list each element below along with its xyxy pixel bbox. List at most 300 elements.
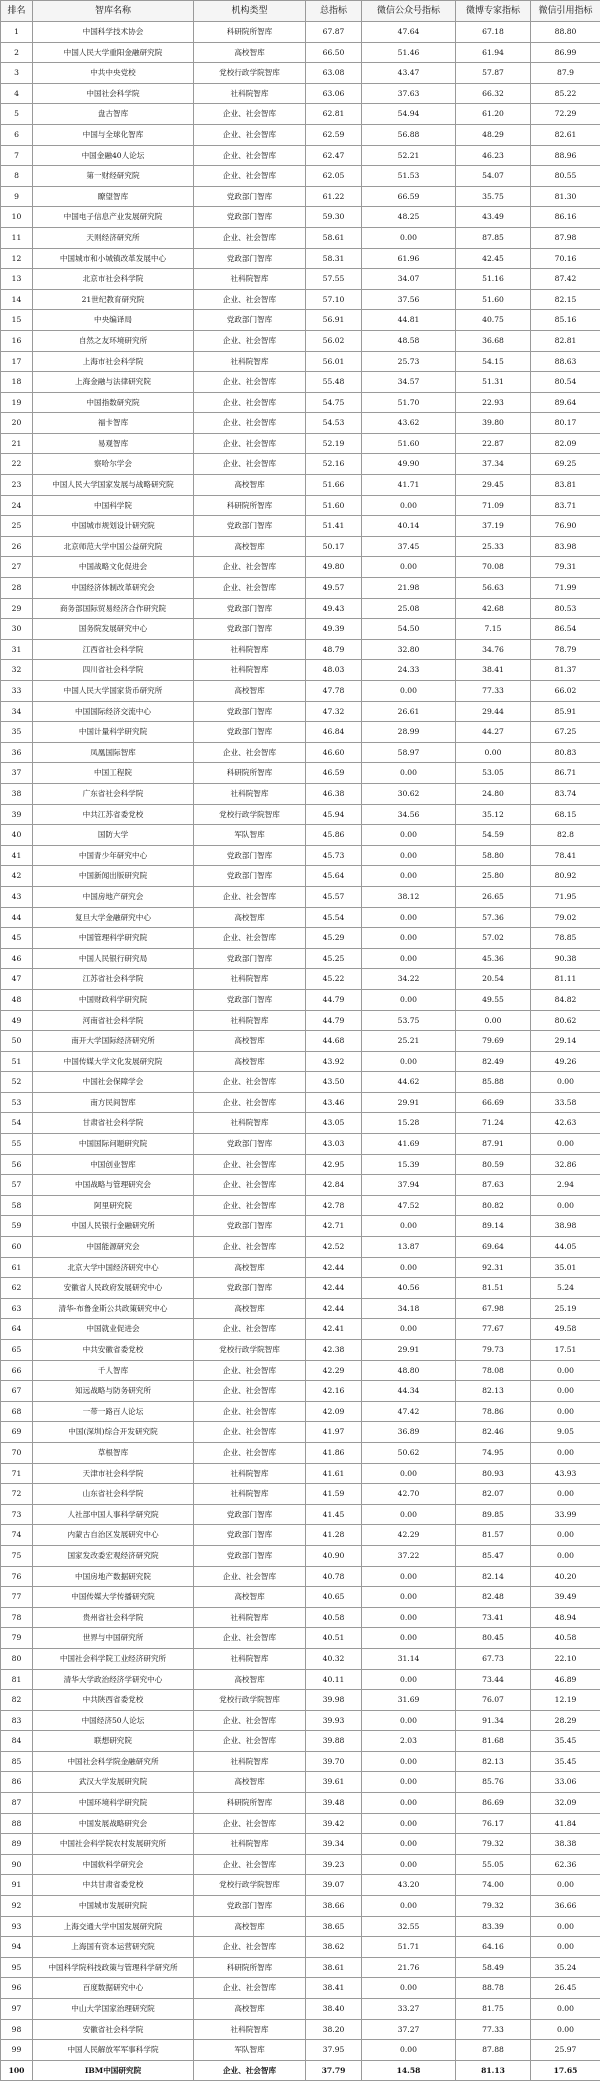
name-cell: 21世纪教育研究院 bbox=[33, 289, 194, 310]
weibo-cell: 39.80 bbox=[456, 413, 531, 434]
type-cell: 党政部门智库 bbox=[194, 1504, 306, 1525]
rank-cell: 79 bbox=[1, 1628, 33, 1649]
citation-cell: 86.71 bbox=[531, 763, 600, 784]
weibo-cell: 81.51 bbox=[456, 1278, 531, 1299]
rank-cell: 68 bbox=[1, 1401, 33, 1422]
type-cell: 党政部门智库 bbox=[194, 516, 306, 537]
table-row bbox=[1, 1916, 600, 1937]
total-cell: 38.61 bbox=[306, 1957, 362, 1978]
table-row bbox=[1, 1134, 600, 1155]
name-cell: 中国指数研究院 bbox=[33, 392, 194, 413]
rank-cell: 25 bbox=[1, 516, 33, 537]
table-row bbox=[1, 1566, 600, 1587]
table-row bbox=[1, 1051, 600, 1072]
total-cell: 39.70 bbox=[306, 1751, 362, 1772]
rank-cell: 57 bbox=[1, 1175, 33, 1196]
citation-cell: 80.92 bbox=[531, 866, 600, 887]
citation-cell: 41.84 bbox=[531, 1813, 600, 1834]
type-cell: 社科院智库 bbox=[194, 969, 306, 990]
citation-cell: 35.45 bbox=[531, 1731, 600, 1752]
type-cell: 企业、社会智库 bbox=[194, 145, 306, 166]
weibo-cell: 0.00 bbox=[456, 742, 531, 763]
weibo-cell: 87.91 bbox=[456, 1134, 531, 1155]
citation-cell: 40.58 bbox=[531, 1628, 600, 1649]
citation-cell: 82.8 bbox=[531, 825, 600, 846]
citation-cell: 86.16 bbox=[531, 207, 600, 228]
total-cell: 57.10 bbox=[306, 289, 362, 310]
name-cell: 中共甘肃省委党校 bbox=[33, 1875, 194, 1896]
wechat-cell: 51.71 bbox=[362, 1937, 456, 1958]
table-row bbox=[1, 1031, 600, 1052]
total-cell: 40.32 bbox=[306, 1648, 362, 1669]
total-cell: 41.61 bbox=[306, 1463, 362, 1484]
type-cell: 社科院智库 bbox=[194, 660, 306, 681]
citation-cell: 0.00 bbox=[531, 1999, 600, 2020]
citation-cell: 87.98 bbox=[531, 227, 600, 248]
weibo-cell: 80.93 bbox=[456, 1463, 531, 1484]
rank-cell: 33 bbox=[1, 681, 33, 702]
table-row bbox=[1, 2019, 600, 2040]
wechat-cell: 0.00 bbox=[362, 1628, 456, 1649]
total-cell: 46.38 bbox=[306, 783, 362, 804]
type-cell: 企业、社会智库 bbox=[194, 1422, 306, 1443]
total-cell: 42.38 bbox=[306, 1340, 362, 1361]
citation-cell: 83.71 bbox=[531, 495, 600, 516]
type-cell: 企业、社会智库 bbox=[194, 392, 306, 413]
rank-cell: 4 bbox=[1, 83, 33, 104]
table-row bbox=[1, 104, 600, 125]
table-row bbox=[1, 1072, 600, 1093]
name-cell: IBM中国研究院 bbox=[33, 2060, 194, 2081]
rank-cell: 7 bbox=[1, 145, 33, 166]
citation-cell: 86.54 bbox=[531, 619, 600, 640]
rank-cell: 50 bbox=[1, 1031, 33, 1052]
weibo-cell: 66.32 bbox=[456, 83, 531, 104]
rank-cell: 24 bbox=[1, 495, 33, 516]
table-row bbox=[1, 413, 600, 434]
header-rank: 排名 bbox=[1, 1, 33, 22]
total-cell: 45.22 bbox=[306, 969, 362, 990]
weibo-cell: 67.18 bbox=[456, 22, 531, 43]
wechat-cell: 0.00 bbox=[362, 1813, 456, 1834]
table-row bbox=[1, 124, 600, 145]
wechat-cell: 15.39 bbox=[362, 1154, 456, 1175]
total-cell: 58.31 bbox=[306, 248, 362, 269]
wechat-cell: 37.27 bbox=[362, 2019, 456, 2040]
total-cell: 49.57 bbox=[306, 578, 362, 599]
weibo-cell: 42.45 bbox=[456, 248, 531, 269]
rank-cell: 35 bbox=[1, 722, 33, 743]
weibo-cell: 82.13 bbox=[456, 1751, 531, 1772]
weibo-cell: 89.14 bbox=[456, 1216, 531, 1237]
table-row bbox=[1, 907, 600, 928]
weibo-cell: 79.32 bbox=[456, 1896, 531, 1917]
rank-cell: 28 bbox=[1, 578, 33, 599]
table-row bbox=[1, 1648, 600, 1669]
table-row bbox=[1, 763, 600, 784]
table-row bbox=[1, 1010, 600, 1031]
total-cell: 39.98 bbox=[306, 1690, 362, 1711]
wechat-cell: 56.88 bbox=[362, 124, 456, 145]
type-cell: 企业、社会智库 bbox=[194, 330, 306, 351]
table-row bbox=[1, 598, 600, 619]
table-row bbox=[1, 392, 600, 413]
type-cell: 企业、社会智库 bbox=[194, 1854, 306, 1875]
rank-cell: 10 bbox=[1, 207, 33, 228]
citation-cell: 87.9 bbox=[531, 63, 600, 84]
table-row bbox=[1, 536, 600, 557]
citation-cell: 87.42 bbox=[531, 269, 600, 290]
total-cell: 49.39 bbox=[306, 619, 362, 640]
citation-cell: 76.90 bbox=[531, 516, 600, 537]
wechat-cell: 0.00 bbox=[362, 1257, 456, 1278]
type-cell: 企业、社会智库 bbox=[194, 166, 306, 187]
rank-cell: 97 bbox=[1, 1999, 33, 2020]
rank-cell: 87 bbox=[1, 1793, 33, 1814]
type-cell: 社科院智库 bbox=[194, 351, 306, 372]
weibo-cell: 74.95 bbox=[456, 1442, 531, 1463]
rank-cell: 22 bbox=[1, 454, 33, 475]
wechat-cell: 61.96 bbox=[362, 248, 456, 269]
citation-cell: 32.09 bbox=[531, 1793, 600, 1814]
name-cell: 江苏省社会科学院 bbox=[33, 969, 194, 990]
weibo-cell: 29.45 bbox=[456, 475, 531, 496]
table-row bbox=[1, 557, 600, 578]
type-cell: 企业、社会智库 bbox=[194, 1237, 306, 1258]
citation-cell: 80.62 bbox=[531, 1010, 600, 1031]
citation-cell: 38.98 bbox=[531, 1216, 600, 1237]
weibo-cell: 82.13 bbox=[456, 1381, 531, 1402]
rank-cell: 2 bbox=[1, 42, 33, 63]
rank-cell: 83 bbox=[1, 1710, 33, 1731]
wechat-cell: 13.87 bbox=[362, 1237, 456, 1258]
table-row bbox=[1, 475, 600, 496]
name-cell: 中国环境科学研究院 bbox=[33, 1793, 194, 1814]
citation-cell: 0.00 bbox=[531, 1442, 600, 1463]
table-row bbox=[1, 166, 600, 187]
citation-cell: 49.26 bbox=[531, 1051, 600, 1072]
table-row bbox=[1, 845, 600, 866]
rank-cell: 53 bbox=[1, 1092, 33, 1113]
rank-cell: 30 bbox=[1, 619, 33, 640]
wechat-cell: 36.89 bbox=[362, 1422, 456, 1443]
wechat-cell: 43.20 bbox=[362, 1875, 456, 1896]
table-row bbox=[1, 42, 600, 63]
header-wechat: 微信公众号指标 bbox=[362, 1, 456, 22]
total-cell: 54.75 bbox=[306, 392, 362, 413]
table-row bbox=[1, 1607, 600, 1628]
table-row bbox=[1, 145, 600, 166]
name-cell: 易观智库 bbox=[33, 433, 194, 454]
rank-cell: 78 bbox=[1, 1607, 33, 1628]
table-row bbox=[1, 351, 600, 372]
name-cell: 中共中央党校 bbox=[33, 63, 194, 84]
weibo-cell: 77.33 bbox=[456, 681, 531, 702]
wechat-cell: 30.62 bbox=[362, 783, 456, 804]
total-cell: 42.71 bbox=[306, 1216, 362, 1237]
table-row bbox=[1, 248, 600, 269]
name-cell: 中国财政科学研究院 bbox=[33, 989, 194, 1010]
wechat-cell: 0.00 bbox=[362, 681, 456, 702]
rank-cell: 89 bbox=[1, 1834, 33, 1855]
weibo-cell: 22.93 bbox=[456, 392, 531, 413]
rank-cell: 95 bbox=[1, 1957, 33, 1978]
wechat-cell: 42.70 bbox=[362, 1484, 456, 1505]
total-cell: 40.65 bbox=[306, 1587, 362, 1608]
total-cell: 44.79 bbox=[306, 989, 362, 1010]
rank-cell: 48 bbox=[1, 989, 33, 1010]
name-cell: 江西省社会科学院 bbox=[33, 639, 194, 660]
table-row bbox=[1, 83, 600, 104]
name-cell: 中国社会科学院农村发展研究所 bbox=[33, 1834, 194, 1855]
name-cell: 复旦大学金融研究中心 bbox=[33, 907, 194, 928]
type-cell: 军队智库 bbox=[194, 2040, 306, 2061]
wechat-cell: 25.73 bbox=[362, 351, 456, 372]
weibo-cell: 67.98 bbox=[456, 1298, 531, 1319]
weibo-cell: 61.20 bbox=[456, 104, 531, 125]
total-cell: 38.65 bbox=[306, 1916, 362, 1937]
table-row bbox=[1, 886, 600, 907]
citation-cell: 22.10 bbox=[531, 1648, 600, 1669]
weibo-cell: 71.09 bbox=[456, 495, 531, 516]
wechat-cell: 48.25 bbox=[362, 207, 456, 228]
name-cell: 中国战略文化促进会 bbox=[33, 557, 194, 578]
type-cell: 党校行政学院智库 bbox=[194, 63, 306, 84]
wechat-cell: 0.00 bbox=[362, 825, 456, 846]
total-cell: 42.41 bbox=[306, 1319, 362, 1340]
rank-cell: 82 bbox=[1, 1690, 33, 1711]
rank-cell: 92 bbox=[1, 1896, 33, 1917]
weibo-cell: 37.19 bbox=[456, 516, 531, 537]
name-cell: 国家发改委宏观经济研究院 bbox=[33, 1545, 194, 1566]
rank-cell: 93 bbox=[1, 1916, 33, 1937]
name-cell: 中国房地产研究会 bbox=[33, 886, 194, 907]
name-cell: 中国传媒大学传播研究院 bbox=[33, 1587, 194, 1608]
name-cell: 中国电子信息产业发展研究院 bbox=[33, 207, 194, 228]
name-cell: 草根智库 bbox=[33, 1442, 194, 1463]
weibo-cell: 73.44 bbox=[456, 1669, 531, 1690]
weibo-cell: 85.47 bbox=[456, 1545, 531, 1566]
name-cell: 中国软科学研究会 bbox=[33, 1854, 194, 1875]
table-row bbox=[1, 722, 600, 743]
name-cell: 四川省社会科学院 bbox=[33, 660, 194, 681]
type-cell: 党政部门智库 bbox=[194, 1134, 306, 1155]
weibo-cell: 79.69 bbox=[456, 1031, 531, 1052]
name-cell: 安徽省社会科学院 bbox=[33, 2019, 194, 2040]
table-row bbox=[1, 639, 600, 660]
weibo-cell: 58.49 bbox=[456, 1957, 531, 1978]
type-cell: 企业、社会智库 bbox=[194, 1628, 306, 1649]
citation-cell: 44.05 bbox=[531, 1237, 600, 1258]
weibo-cell: 88.78 bbox=[456, 1978, 531, 1999]
citation-cell: 82.61 bbox=[531, 124, 600, 145]
citation-cell: 0.00 bbox=[531, 1525, 600, 1546]
total-cell: 40.51 bbox=[306, 1628, 362, 1649]
table-row bbox=[1, 1751, 600, 1772]
table-row bbox=[1, 1793, 600, 1814]
total-cell: 45.29 bbox=[306, 928, 362, 949]
citation-cell: 83.98 bbox=[531, 536, 600, 557]
citation-cell: 81.37 bbox=[531, 660, 600, 681]
rank-cell: 62 bbox=[1, 1278, 33, 1299]
weibo-cell: 80.82 bbox=[456, 1195, 531, 1216]
table-row bbox=[1, 495, 600, 516]
weibo-cell: 78.86 bbox=[456, 1401, 531, 1422]
citation-cell: 81.11 bbox=[531, 969, 600, 990]
wechat-cell: 37.45 bbox=[362, 536, 456, 557]
table-row bbox=[1, 63, 600, 84]
type-cell: 社科院智库 bbox=[194, 83, 306, 104]
citation-cell: 35.01 bbox=[531, 1257, 600, 1278]
table-row bbox=[1, 454, 600, 475]
type-cell: 党校行政学院智库 bbox=[194, 1875, 306, 1896]
total-cell: 58.61 bbox=[306, 227, 362, 248]
wechat-cell: 40.56 bbox=[362, 1278, 456, 1299]
weibo-cell: 85.88 bbox=[456, 1072, 531, 1093]
name-cell: 中国人民解放军军事科学院 bbox=[33, 2040, 194, 2061]
type-cell: 高校智库 bbox=[194, 1031, 306, 1052]
rank-cell: 46 bbox=[1, 948, 33, 969]
header-citation: 微信引用指标 bbox=[531, 1, 600, 22]
type-cell: 高校智库 bbox=[194, 536, 306, 557]
citation-cell: 78.85 bbox=[531, 928, 600, 949]
rank-cell: 80 bbox=[1, 1648, 33, 1669]
table-row bbox=[1, 1854, 600, 1875]
name-cell: 中国经济50人论坛 bbox=[33, 1710, 194, 1731]
name-cell: 第一财经研究院 bbox=[33, 166, 194, 187]
rank-cell: 66 bbox=[1, 1360, 33, 1381]
name-cell: 上海市社会科学院 bbox=[33, 351, 194, 372]
table-row bbox=[1, 1216, 600, 1237]
citation-cell: 28.29 bbox=[531, 1710, 600, 1731]
table-row bbox=[1, 186, 600, 207]
citation-cell: 33.99 bbox=[531, 1504, 600, 1525]
wechat-cell: 0.00 bbox=[362, 1566, 456, 1587]
type-cell: 党政部门智库 bbox=[194, 1216, 306, 1237]
total-cell: 40.11 bbox=[306, 1669, 362, 1690]
weibo-cell: 78.08 bbox=[456, 1360, 531, 1381]
total-cell: 62.47 bbox=[306, 145, 362, 166]
wechat-cell: 41.71 bbox=[362, 475, 456, 496]
name-cell: 北京大学中国经济研究中心 bbox=[33, 1257, 194, 1278]
wechat-cell: 0.00 bbox=[362, 557, 456, 578]
weibo-cell: 82.07 bbox=[456, 1484, 531, 1505]
header-total: 总指标 bbox=[306, 1, 362, 22]
rank-cell: 64 bbox=[1, 1319, 33, 1340]
citation-cell: 46.89 bbox=[531, 1669, 600, 1690]
name-cell: 中国新闻出版研究院 bbox=[33, 866, 194, 887]
type-cell: 党校行政学院智库 bbox=[194, 1690, 306, 1711]
type-cell: 企业、社会智库 bbox=[194, 557, 306, 578]
total-cell: 42.78 bbox=[306, 1195, 362, 1216]
wechat-cell: 31.14 bbox=[362, 1648, 456, 1669]
weibo-cell: 80.45 bbox=[456, 1628, 531, 1649]
name-cell: 中国人民大学重阳金融研究院 bbox=[33, 42, 194, 63]
table-row bbox=[1, 1504, 600, 1525]
wechat-cell: 58.97 bbox=[362, 742, 456, 763]
table-row bbox=[1, 701, 600, 722]
name-cell: 清华-布鲁金斯公共政策研究中心 bbox=[33, 1298, 194, 1319]
weibo-cell: 48.29 bbox=[456, 124, 531, 145]
type-cell: 企业、社会智库 bbox=[194, 886, 306, 907]
name-cell: 上海国有资本运营研究院 bbox=[33, 1937, 194, 1958]
table-row bbox=[1, 1999, 600, 2020]
type-cell: 科研院所智库 bbox=[194, 1793, 306, 1814]
table-row bbox=[1, 1401, 600, 1422]
weibo-cell: 40.75 bbox=[456, 310, 531, 331]
citation-cell: 9.05 bbox=[531, 1422, 600, 1443]
rank-cell: 70 bbox=[1, 1442, 33, 1463]
citation-cell: 79.02 bbox=[531, 907, 600, 928]
citation-cell: 71.95 bbox=[531, 886, 600, 907]
total-cell: 47.32 bbox=[306, 701, 362, 722]
weibo-cell: 81.13 bbox=[456, 2060, 531, 2081]
table-row bbox=[1, 804, 600, 825]
rank-cell: 20 bbox=[1, 413, 33, 434]
type-cell: 党政部门智库 bbox=[194, 310, 306, 331]
total-cell: 62.59 bbox=[306, 124, 362, 145]
weibo-cell: 54.15 bbox=[456, 351, 531, 372]
rank-cell: 51 bbox=[1, 1051, 33, 1072]
wechat-cell: 0.00 bbox=[362, 1978, 456, 1999]
name-cell: 盘古智库 bbox=[33, 104, 194, 125]
citation-cell: 48.94 bbox=[531, 1607, 600, 1628]
wechat-cell: 31.69 bbox=[362, 1690, 456, 1711]
total-cell: 41.45 bbox=[306, 1504, 362, 1525]
weibo-cell: 53.05 bbox=[456, 763, 531, 784]
table-row bbox=[1, 989, 600, 1010]
table-header bbox=[1, 1, 600, 22]
weibo-cell: 74.00 bbox=[456, 1875, 531, 1896]
weibo-cell: 82.46 bbox=[456, 1422, 531, 1443]
type-cell: 企业、社会智库 bbox=[194, 1978, 306, 1999]
total-cell: 42.09 bbox=[306, 1401, 362, 1422]
type-cell: 科研院所智库 bbox=[194, 1957, 306, 1978]
rank-cell: 18 bbox=[1, 372, 33, 393]
wechat-cell: 51.46 bbox=[362, 42, 456, 63]
weibo-cell: 42.68 bbox=[456, 598, 531, 619]
wechat-cell: 0.00 bbox=[362, 1834, 456, 1855]
total-cell: 47.78 bbox=[306, 681, 362, 702]
total-cell: 46.84 bbox=[306, 722, 362, 743]
wechat-cell: 0.00 bbox=[362, 948, 456, 969]
type-cell: 高校智库 bbox=[194, 1257, 306, 1278]
weibo-cell: 82.48 bbox=[456, 1587, 531, 1608]
total-cell: 41.28 bbox=[306, 1525, 362, 1546]
rank-cell: 47 bbox=[1, 969, 33, 990]
weibo-cell: 51.60 bbox=[456, 289, 531, 310]
weibo-cell: 87.88 bbox=[456, 2040, 531, 2061]
type-cell: 党政部门智库 bbox=[194, 598, 306, 619]
wechat-cell: 0.00 bbox=[362, 1751, 456, 1772]
type-cell: 党政部门智库 bbox=[194, 619, 306, 640]
weibo-cell: 67.73 bbox=[456, 1648, 531, 1669]
type-cell: 党政部门智库 bbox=[194, 248, 306, 269]
wechat-cell: 0.00 bbox=[362, 1669, 456, 1690]
table-row bbox=[1, 1587, 600, 1608]
weibo-cell: 55.05 bbox=[456, 1854, 531, 1875]
name-cell: 知远战略与防务研究所 bbox=[33, 1381, 194, 1402]
citation-cell: 85.22 bbox=[531, 83, 600, 104]
rank-cell: 8 bbox=[1, 166, 33, 187]
rank-cell: 84 bbox=[1, 1731, 33, 1752]
rank-cell: 71 bbox=[1, 1463, 33, 1484]
total-cell: 62.81 bbox=[306, 104, 362, 125]
citation-cell: 69.25 bbox=[531, 454, 600, 475]
total-cell: 56.91 bbox=[306, 310, 362, 331]
citation-cell: 0.00 bbox=[531, 2019, 600, 2040]
total-cell: 39.42 bbox=[306, 1813, 362, 1834]
